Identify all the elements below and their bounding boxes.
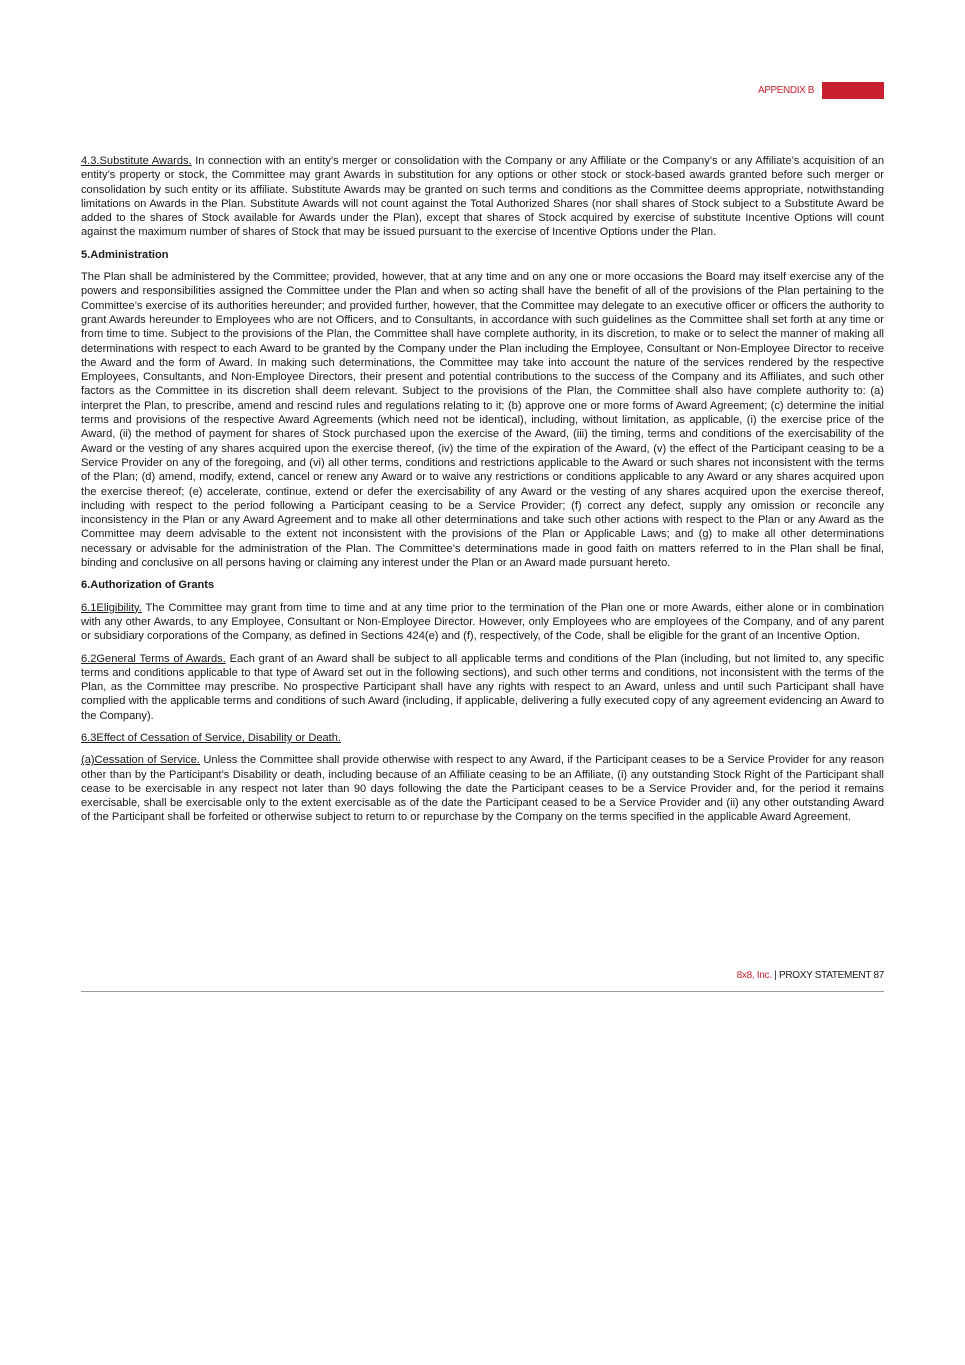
section-6-1-body: The Committee may grant from time to time and at any time prior to the termination of the Plan one or more Awards, either alone or in combination with any other Awards, to any Employee, Consultant or Non-Employee Director. However, only Employees who are employees of the Company, and of any parent or subsidiary corporations of the Company, as defined in Sections 424(e) and (f), respectively, of the Code, shall be eligible for the grant of an Incentive Option. [81, 601, 884, 643]
document-body [81, 154, 884, 833]
section-6-3-title: 6.3Effect of Cessation of Service, Disability or Death. [81, 731, 342, 744]
section-6-2-body: Each grant of an Award shall be subject to all applicable terms and conditions of the Plan (including, but not limited to, any specific terms and conditions applicable to that type of Award set out in the following sections), and such other terms and conditions, not inconsistent with the terms of the Plan, as the Committee may prescribe. No prospective Participant shall have any rights with respect to an Award, unless and until such Participant shall have complied with the applicable terms and conditions of such Award (including, if applicable, delivering a fully executed copy of any agreement evidencing an Award to the Company). [81, 652, 884, 722]
section-6-heading: 6.Authorization of Grants [81, 579, 215, 592]
section-6-1-title: 6.1Eligibility. [81, 601, 142, 614]
section-4-3-body: In connection with an entity’s merger or consolidation with the Company or any Affiliate or the Company’s or any Affiliate’s acquisition of an entity’s property or stock, the Committee may grant Awards in substitution for any options or other stock or stock-based awards granted before such merger or consolidation by such entity or its affiliate. Substitute Awards may be granted on such terms and conditions as the Committee deems appropriate, notwithstanding limitations on Awards in the Plan. Substitute Awards will not count against the Total Authorized Shares (nor shall shares of Stock subject to a Substitute Award be added to the shares of Stock available for Awards under the Plan), except that shares of Stock acquired by exercise of substitute Incentive Options will count against the maximum number of shares of Stock that may be issued pursuant to the exercise of Incentive Options under the Plan. [81, 155, 884, 239]
footer-doc: PROXY STATEMENT 87 [778, 970, 884, 981]
appendix-label: APPENDIX B [757, 85, 814, 96]
footer-divider [81, 991, 884, 992]
section-4-3 [81, 154, 884, 240]
section-6-3 [81, 731, 884, 745]
section-6-2-title: 6.2General Terms of Awards. [81, 652, 226, 665]
section-6-3-a-title: (a)Cessation of Service. [81, 754, 201, 767]
section-4-3-title: 4.3.Substitute Awards. [81, 155, 192, 167]
page-header [758, 82, 884, 99]
footer-separator: | [771, 970, 779, 981]
section-6-2 [81, 652, 884, 723]
section-6-3-a [81, 753, 884, 824]
page-footer [737, 970, 884, 981]
header-accent-bar [822, 82, 884, 99]
footer-company: 8x8, Inc. [736, 970, 772, 981]
section-5-heading: 5.Administration [81, 248, 169, 261]
section-5-body: The Plan shall be administered by the Committee; provided, however, that at any time and on any one or more occasions the Board may itself exercise any of the powers and responsibilities assigned the Committee under the Plan and when so acting shall have the benefit of all of the provisions of the Plan pertaining to the Committee’s exercise of its authorities hereunder; and provided further, however, that the Committee may delegate to an executive officer or officers the authority to grant Awards hereunder to Employees who are not Officers, and to Consultants, in accordance with such guidelines as the Committee shall set forth at any time or from time to time. Subject to the provisions of the Plan, the Committee shall have complete authority, in its discretion, to make or to select the manner of making all determinations with respect to each Award to be granted by the Company under the Plan including the Employee, Consultant or Non-Employee Director to receive the Award and the form of Award. In making such determinations, the Committee may take into account the nature of the services rendered by the respective Employees, Consultants, and Non-Employee Directors, their present and potential contributions to the success of the Company and its Affiliates, and such other factors as the Committee in its discretion shall deem relevant. Subject to the provisions of the Plan, the Committee shall also have complete authority to: (a) interpret the Plan, to prescribe, amend and rescind rules and regulations relating to it; (b) approve one or more forms of Award Agreement; (c) determine the initial terms and provisions of the respective Award Agreements (which need not be identical), including, without limitation, as applicable, (i) the exercise price of the Award, (ii) the method of payment for shares of Stock purchased upon the exercise of the Award, (iii) the timing, terms and conditions of the exercisability of the Award or the vesting of any shares acquired upon the exercise thereof, (iv) the time of the expiration of the Award, (v) the effect of the Participant ceasing to be a Service Provider on any of the foregoing, and (vi) all other terms, conditions and restrictions applicable to the Award or such shares not inconsistent with the terms of the Plan; (d) amend, modify, extend, cancel or renew any Award or to waive any restrictions or conditions applicable to any Award or any shares acquired upon the exercise thereof; (e) accelerate, continue, extend or defer the exercisability of any Award or the vesting of any shares acquired upon the exercise thereof, including with respect to the period following a Participant ceasing to be a Service Provider; (f) correct any defect, supply any omission or reconcile any inconsistency in the Plan or any Award Agreement and to make all other determinations and take such other actions with respect to the Plan or any Award as the Committee may deem advisable to the extent not inconsistent with the provisions of the Plan or Applicable Laws; and (g) to make all other determinations necessary or advisable for the administration of the Plan. The Committee’s determinations made in good faith on matters referred to in the Plan shall be final, binding and conclusive on all persons having or claiming any interest under the Plan or an Award made pursuant hereto. [81, 271, 884, 570]
section-6-3-a-body: Unless the Committee shall provide otherwise with respect to any Award, if the Participant ceases to be a Service Provider for any reason other than by the Participant’s Disability or death, including because of an Affiliate ceasing to be an Affiliate, (i) any outstanding Stock Right of the Participant shall cease to be exercisable in any respect not later than 90 days following the date the Participant ceases to be a Service Provider and, for the period it remains exercisable, shall be exercisable only to the extent exercisable as of the date the Participant ceased to be a Service Provider and (ii) any other outstanding Award of the Participant shall be forfeited or otherwise subject to return to or repurchase by the Company on the terms specified in the applicable Award Agreement. [81, 754, 885, 824]
section-6-1 [81, 601, 884, 644]
